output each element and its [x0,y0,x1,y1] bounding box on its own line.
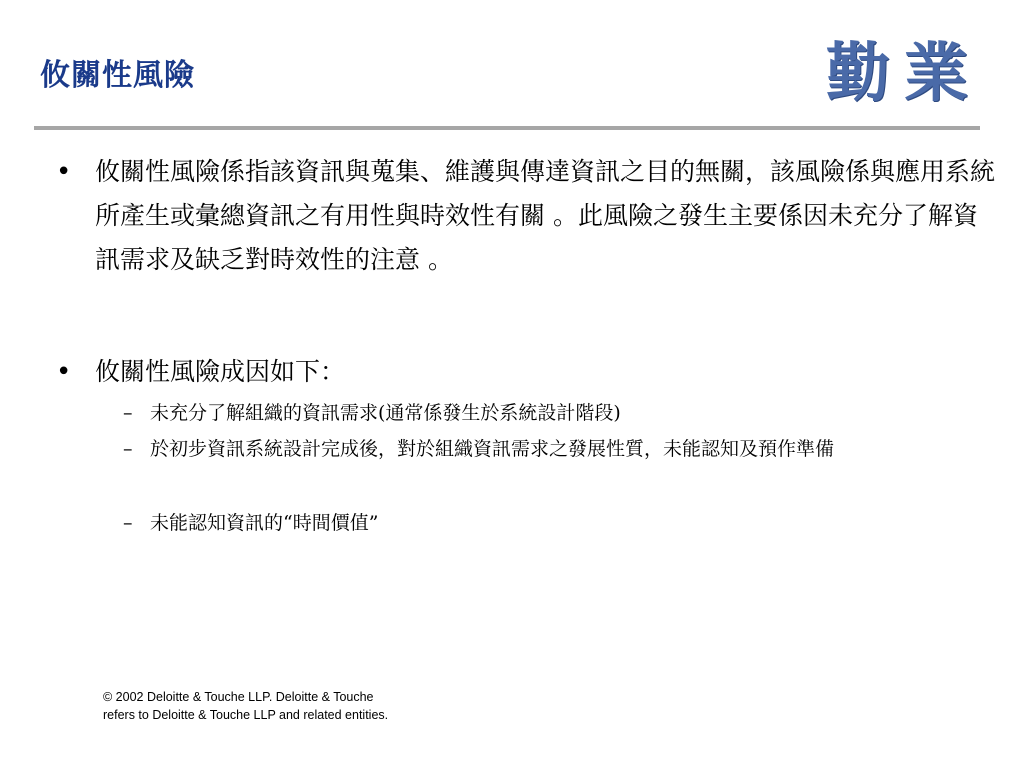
sub-bullet-marker: – [123,512,133,534]
sub-bullet-text: 未充分了解組織的資訊需求(通常係發生於系統設計階段) [150,402,621,424]
bullet-marker: • [56,357,72,387]
bullet-text: 攸關性風險係指該資訊與蒐集、維護與傳達資訊之目的無關，該風險係與應用系統所產生或彙總資訊之有用性與時效性有關 。此風險之發生主要係因未充分了解資訊需求及缺乏對時效性的注意 。 [95,157,996,274]
sub-bullet-text: 未能認知資訊的“時間價值” [150,512,379,534]
sub-bullet-marker: – [123,438,133,460]
footer-line-1: © 2002 Deloitte & Touche LLP. Deloitte & Touche [103,690,374,704]
logo-text: 勤業 [826,37,982,111]
bullet-marker: • [56,157,72,187]
title-divider [34,126,980,130]
slide-title: 攸關性風險 [40,58,195,93]
copyright-footer [103,688,503,724]
sub-bullet-text: 於初步資訊系統設計完成後，對於組織資訊需求之發展性質，未能認知及預作準備 [150,438,835,460]
bullet-text: 攸關性風險成因如下： [95,357,346,386]
sub-bullet-marker: – [123,402,133,424]
footer-line-2: refers to Deloitte & Touche LLP and related entities. [103,708,389,722]
